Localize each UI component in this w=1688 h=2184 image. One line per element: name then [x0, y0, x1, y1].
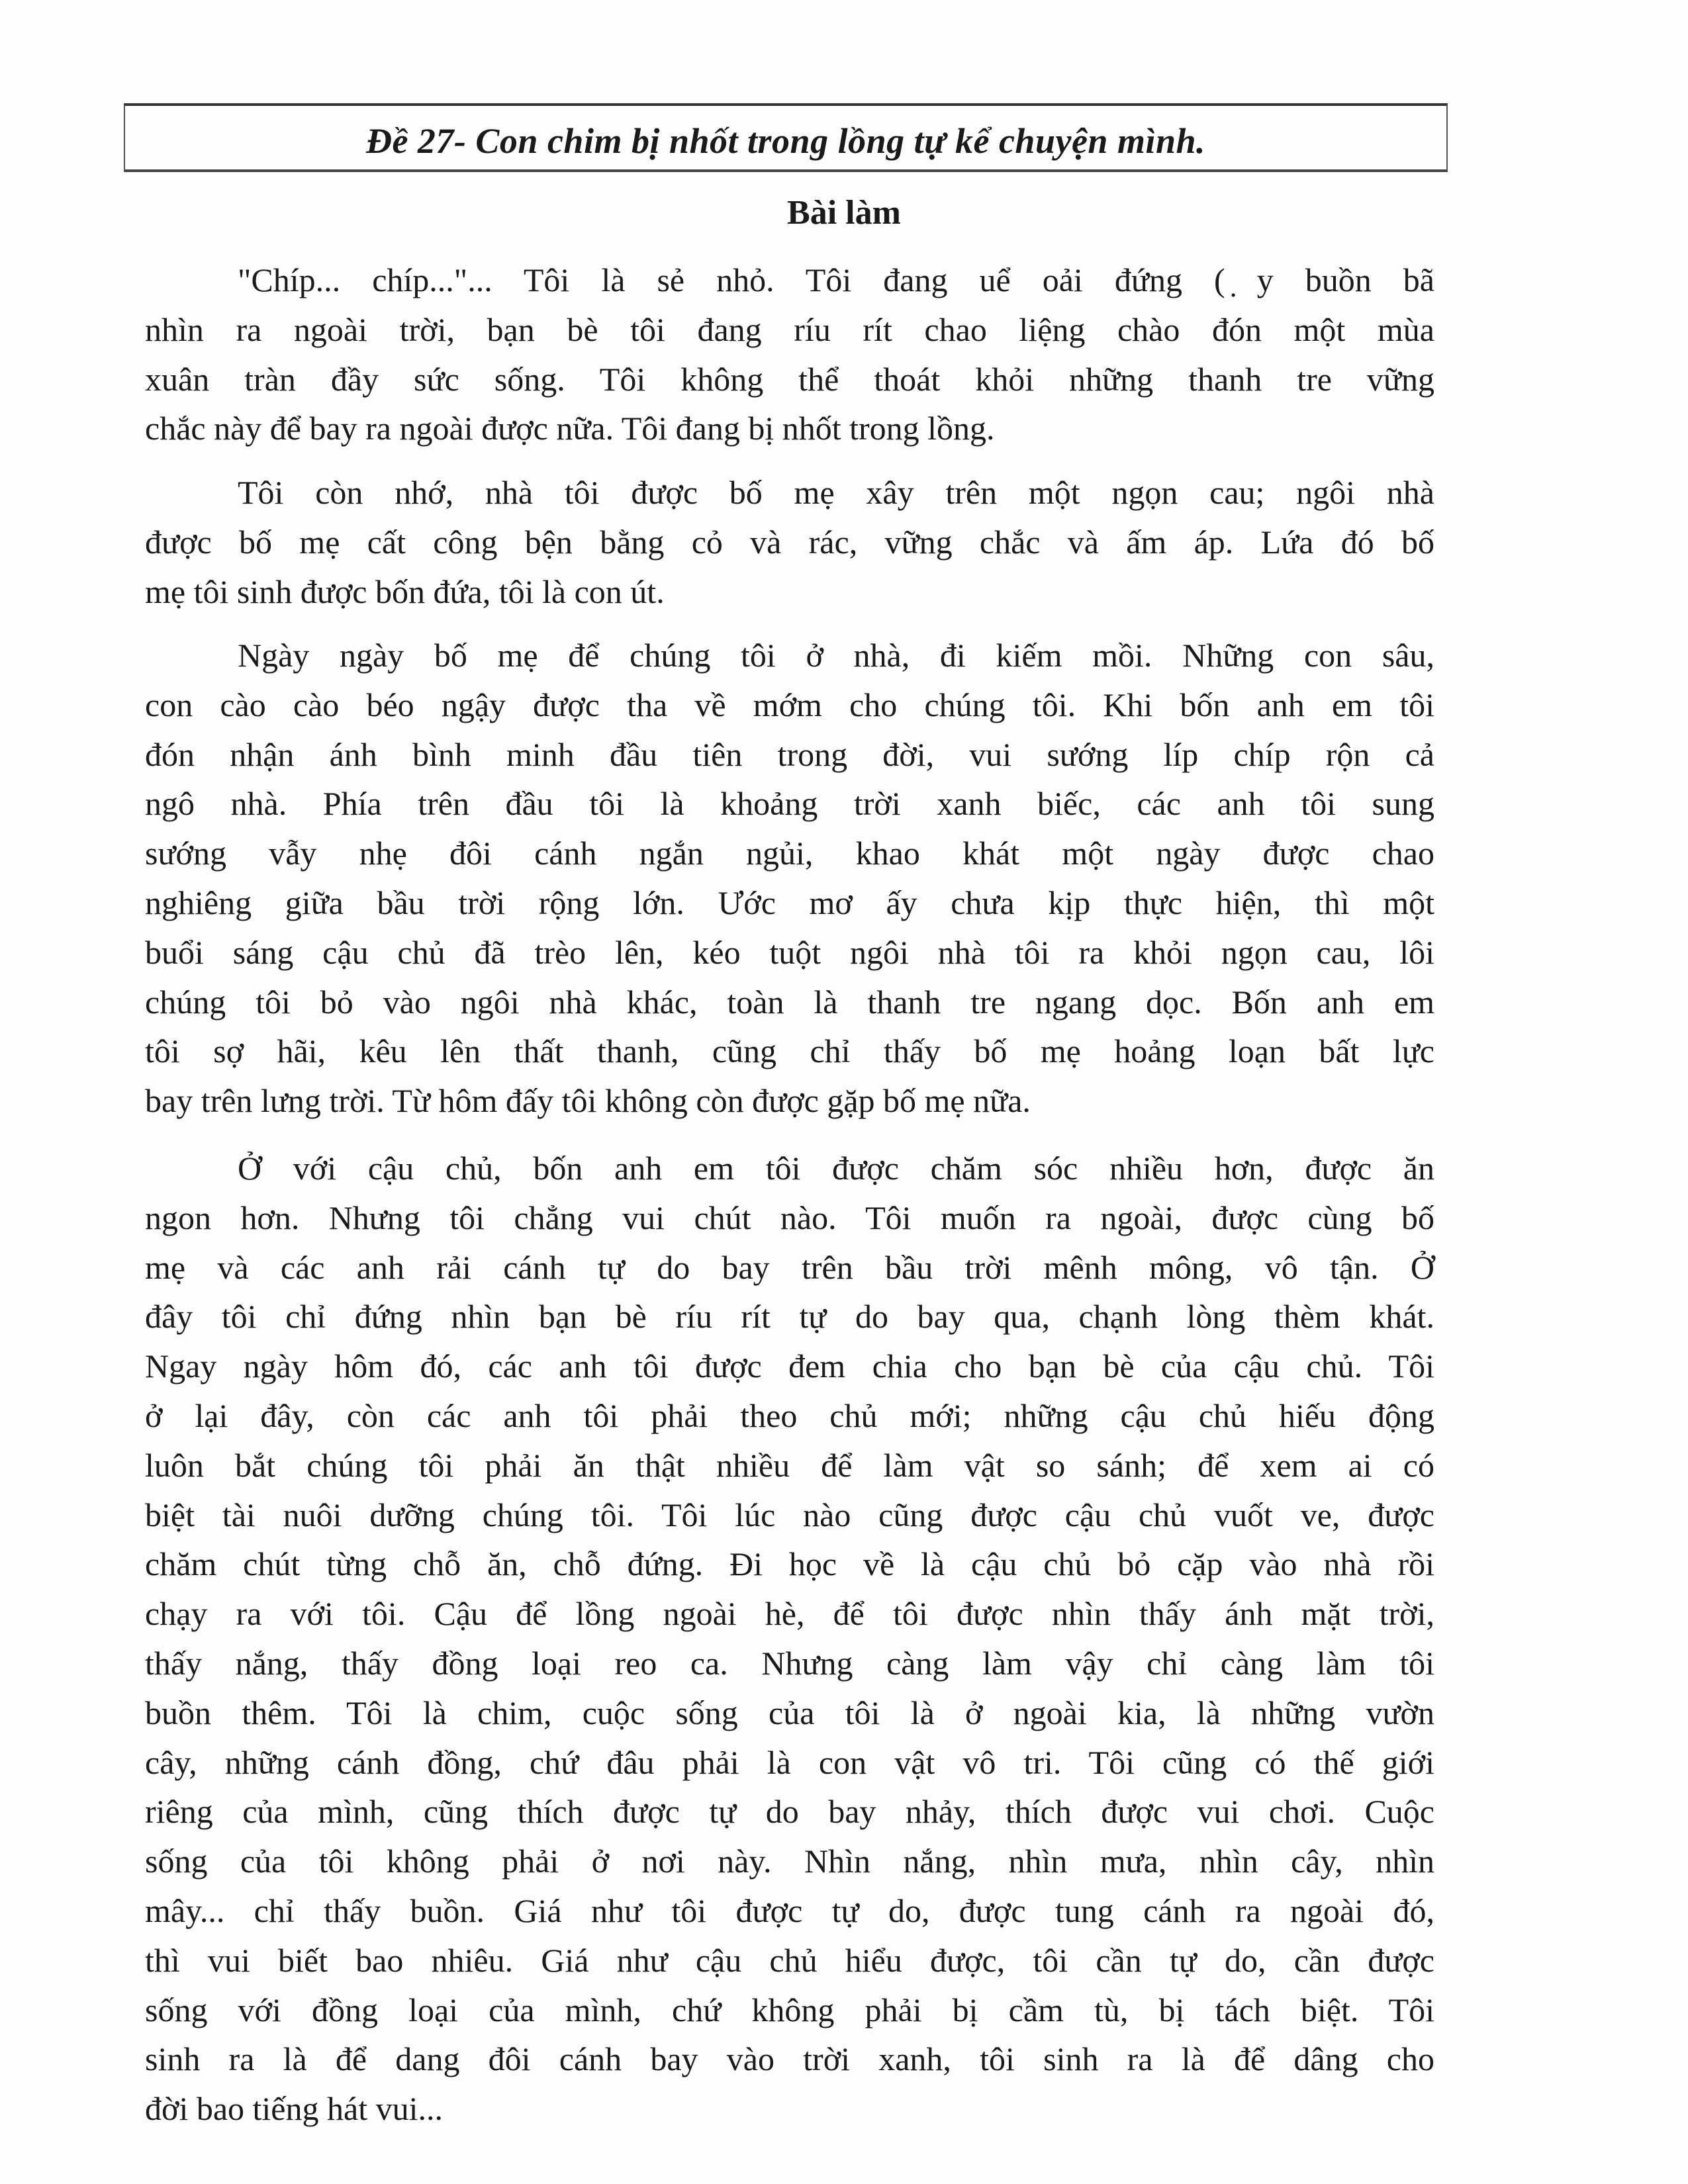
section-heading: Bài làm — [787, 194, 901, 232]
text-line: ngô nhà. Phía trên đầu tôi là khoảng trời xanh biếc, các anh tôi sung — [145, 785, 1434, 823]
text-line: con cào cào béo ngậy được tha về mớm cho chúng tôi. Khi bốn anh em tôi — [145, 686, 1434, 723]
text-line: chắc này để bay ra ngoài được nữa. Tôi đang bị nhốt trong lồng. — [145, 410, 995, 447]
text-line: Ở với cậu chủ, bốn anh em tôi được chăm sóc nhiều hơn, được ăn — [238, 1150, 1434, 1187]
text-line: sống của tôi không phải ở nơi này. Nhìn nắng, nhìn mưa, nhìn cây, nhìn — [145, 1843, 1434, 1880]
text-line: đây tôi chỉ đứng nhìn bạn bè ríu rít tự do bay qua, chạnh lòng thèm khát. — [145, 1298, 1434, 1336]
text-line: nghiêng giữa bầu trời rộng lớn. Ước mơ ấy chưa kịp thực hiện, thì một — [145, 884, 1434, 921]
text-line: buồn thêm. Tôi là chim, cuộc sống của tôi là ở ngoài kia, là những vườn — [145, 1694, 1434, 1731]
paragraph-2 — [145, 468, 1434, 616]
text-line: Ngày ngày bố mẹ để chúng tôi ở nhà, đi kiếm mồi. Những con sâu, — [238, 637, 1434, 674]
text-line: sinh ra là để dang đôi cánh bay vào trời xanh, tôi sinh ra là để dâng cho — [145, 2040, 1434, 2078]
text-line: mẹ tôi sinh được bốn đứa, tôi là con út. — [145, 572, 665, 610]
paragraph-4 — [145, 1144, 1434, 2134]
text-line: "Chíp... chíp..."... Tôi là sẻ nhỏ. Tôi đang uể oải đứng ( ̣y buồn bã — [238, 261, 1434, 298]
text-line: bay trên lưng trời. Từ hôm đấy tôi không còn được gặp bố mẹ nữa. — [145, 1082, 1031, 1120]
text-line: nhìn ra ngoài trời, bạn bè tôi đang ríu rít chao liệng chào đón một mùa — [145, 310, 1434, 348]
title-box — [124, 103, 1448, 172]
text-line: buổi sáng cậu chủ đã trèo lên, kéo tuột ngôi nhà tôi ra khỏi ngọn cau, lôi — [145, 933, 1434, 971]
text-line: sướng vẫy nhẹ đôi cánh ngắn ngủi, khao khát một ngày được chao — [145, 835, 1434, 872]
paragraph-1 — [145, 255, 1434, 453]
text-line: luôn bắt chúng tôi phải ăn thật nhiều để làm vật so sánh; để xem ai có — [145, 1446, 1434, 1484]
text-line: đời bao tiếng hát vui... — [145, 2090, 443, 2128]
text-line: chúng tôi bỏ vào ngôi nhà khác, toàn là thanh tre ngang dọc. Bốn anh em — [145, 983, 1434, 1021]
text-line: thấy nắng, thấy đồng loại reo ca. Nhưng càng làm vậy chỉ càng làm tôi — [145, 1644, 1434, 1682]
text-line: sống với đồng loại của mình, chứ không phải bị cầm tù, bị tách biệt. Tôi — [145, 1991, 1434, 2028]
text-line: Tôi còn nhớ, nhà tôi được bố mẹ xây trên một ngọn cau; ngôi nhà — [238, 474, 1434, 511]
text-line: chạy ra với tôi. Cậu để lồng ngoài hè, để tôi được nhìn thấy ánh mặt trời, — [145, 1595, 1434, 1633]
text-line: riêng của mình, cũng thích được tự do bay nhảy, thích được vui chơi. Cuộc — [145, 1793, 1434, 1831]
text-line: tôi sợ hãi, kêu lên thất thanh, cũng chỉ thấy bố mẹ hoảng loạn bất lực — [145, 1032, 1434, 1070]
text-line: đón nhận ánh bình minh đầu tiên trong đời, vui sướng líp chíp rộn cả — [145, 735, 1434, 773]
text-line: ở lại đây, còn các anh tôi phải theo chủ mới; những cậu chủ hiếu động — [145, 1396, 1434, 1434]
page-title: Đề 27- Con chim bị nhốt trong lồng tự kể chuyện mình. — [365, 121, 1206, 161]
text-line: được bố mẹ cất công bện bằng cỏ và rác, vững chắc và ấm áp. Lứa đó bố — [145, 523, 1434, 561]
text-line: thì vui biết bao nhiêu. Giá như cậu chủ hiểu được, tôi cần tự do, cần được — [145, 1941, 1434, 1979]
text-line: xuân tràn đầy sức sống. Tôi không thể thoát khỏi những thanh tre vững — [145, 360, 1434, 398]
text-line: chăm chút từng chỗ ăn, chỗ đứng. Đi học về là cậu chủ bỏ cặp vào nhà rồi — [145, 1545, 1434, 1583]
text-line: ngon hơn. Nhưng tôi chẳng vui chút nào. Tôi muốn ra ngoài, được cùng bố — [145, 1199, 1434, 1236]
text-line: mẹ và các anh rải cánh tự do bay trên bầu trời mênh mông, vô tận. Ở — [145, 1248, 1434, 1286]
text-line: mây... chỉ thấy buồn. Giá như tôi được tự do, được tung cánh ra ngoài đó, — [145, 1891, 1434, 1929]
text-line: biệt tài nuôi dưỡng chúng tôi. Tôi lúc nào cũng được cậu chủ vuốt ve, được — [145, 1496, 1434, 1533]
text-line: Ngay ngày hôm đó, các anh tôi được đem chia cho bạn bè của cậu chủ. Tôi — [145, 1347, 1434, 1385]
paragraph-3 — [145, 631, 1434, 1126]
text-line: cây, những cánh đồng, chứ đâu phải là con vật vô tri. Tôi cũng có thế giới — [145, 1743, 1434, 1781]
